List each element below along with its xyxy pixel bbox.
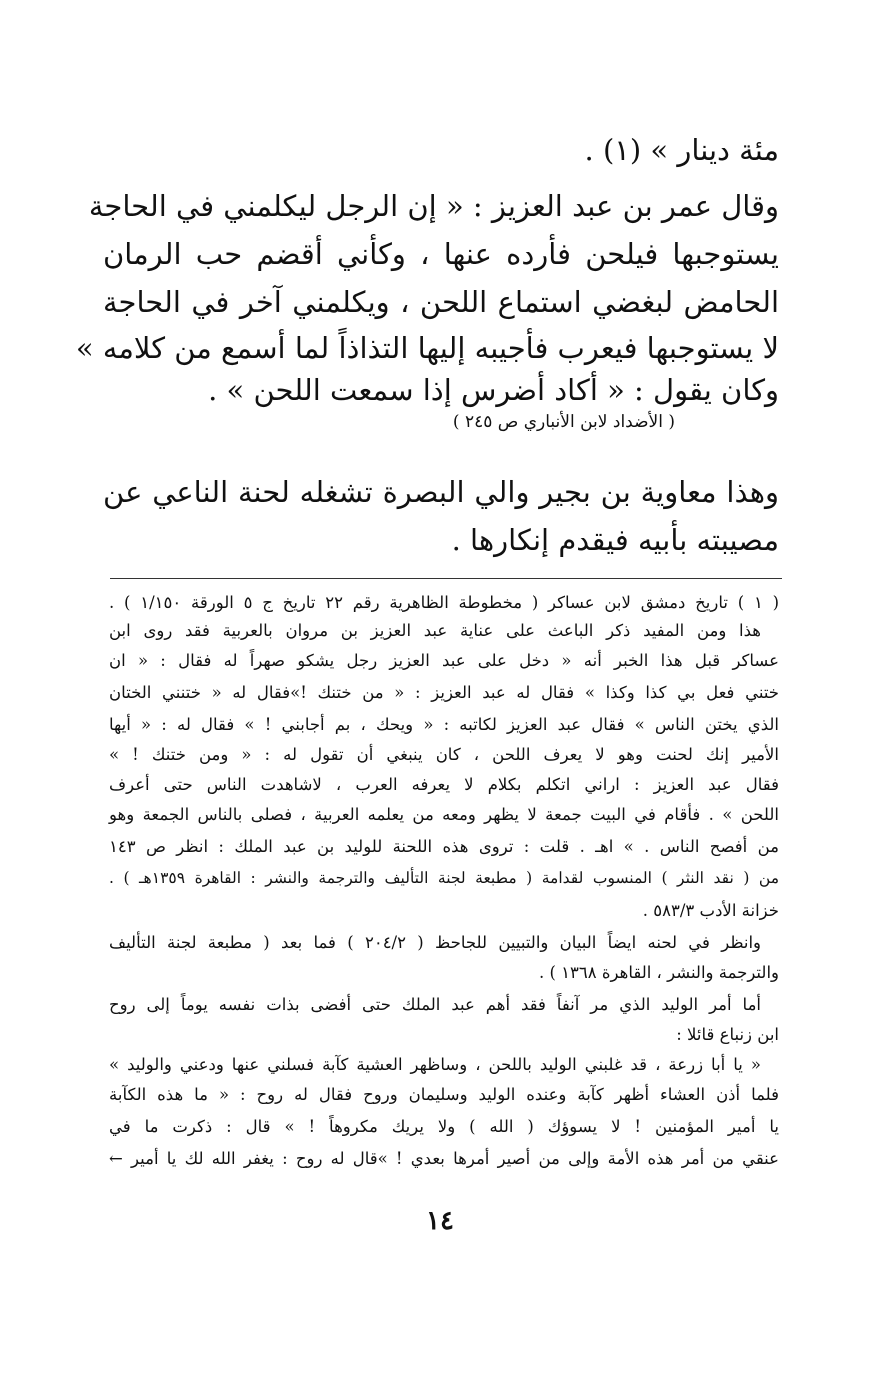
page-number: ١٤ xyxy=(426,1206,454,1236)
footnote-line-10: من ( نقد النثر ) المنسوب لقدامة ( مطبعة لجنة التأليف والترجمة والنشر : القاهرة ١٣٥٩هـ ) . xyxy=(109,869,779,887)
footnote-line-5: الذي يختن الناس » فقال عبد العزيز لكاتبه : « ويحك ، بم أجابني ! » فقال له : « أيها xyxy=(109,715,779,734)
footnote-line-3: عساكر قبل هذا الخبر أنه « دخل على عبد العزيز رجل يشكو صهراً له فقال : « ان xyxy=(109,651,779,670)
footnote-line-17: فلما أذن العشاء أظهر كآبة وعنده الوليد وسليمان وروح فقال له روح : « ما هذه الكآبة xyxy=(109,1085,779,1104)
footnote-line-14: أما أمر الوليد الذي مر آنفاً فقد أهم عبد الملك حتى أفضى بذات نفسه يوماً إلى روح xyxy=(109,995,761,1014)
source-citation: ( الأضداد لابن الأنباري ص ٢٤٥ ) xyxy=(452,412,675,432)
footnote-line-8: اللحن » . فأقام في البيت جمعة لا يظهر ومعه من يعلمه العربية ، فصلى بالناس الجمعة وهو xyxy=(109,805,779,824)
para2-line-1: وهذا معاوية بن بجير والي البصرة تشغله لحنة الناعي عن xyxy=(103,475,779,509)
main-line-5: لا يستوجبها فيعرب فأجيبه إليها التذاذاً لما أسمع من كلامه » xyxy=(75,331,779,365)
para2-line-2: مصيبته بأبيه فيقدم إنكارها . xyxy=(451,523,779,557)
footnote-line-1: ( ١ ) تاريخ دمشق لابن عساكر ( مخطوطة الظاهرية رقم ٢٢ تاريخ ج ٥ الورقة ١/١٥٠ ) . xyxy=(109,593,780,612)
main-line-2: وقال عمر بن عبد العزيز : « إن الرجل ليكلمني في الحاجة xyxy=(88,189,779,223)
footnote-line-13: والترجمة والنشر ، القاهرة ١٣٦٨ ) . xyxy=(539,963,779,982)
footnote-line-12: وانظر في لحنه ايضاً البيان والتبيين للجاحظ ( ٢٠٤/٢ ) فما بعد ( مطبعة لجنة التأليف xyxy=(109,933,762,952)
footnote-line-15: ابن زنباع قائلا : xyxy=(676,1025,779,1044)
footnote-divider xyxy=(110,578,782,579)
main-line-4: الحامض لبغضي استماع اللحن ، ويكلمني آخر في الحاجة xyxy=(103,285,779,319)
main-line-6: وكان يقول : « أكاد أضرس إذا سمعت اللحن » . xyxy=(208,373,779,407)
footnote-line-4: ختني فعل بي كذا وكذا » فقال له عبد العزيز : « من ختنك !»فقال له « ختنني الختان xyxy=(109,683,779,702)
footnote-line-18: يا أمير المؤمنين ! لا يسوؤك ( الله ) ولا يريك مكروهاً ! » قال : ذكرت ما في xyxy=(109,1117,779,1136)
footnote-line-11: خزانة الأدب ٥٨٣/٣ . xyxy=(642,901,779,920)
footnote-line-7: فقال عبد العزيز : اراني اتكلم بكلام لا يعرفه العرب ، لاشاهدت الناس حتى أعرف xyxy=(109,775,779,794)
main-line-1: مئة دينار » (١) . xyxy=(584,133,779,167)
footnote-line-2: هذا ومن المفيد ذكر الباعث على عناية عبد العزيز بن مروان بالعربية فقد روى ابن xyxy=(109,621,761,640)
footnote-line-9: من أفصح الناس . » اهـ . قلت : تروى هذه اللحنة للوليد بن عبد الملك : انظر ص ١٤٣ xyxy=(109,837,779,856)
footnote-line-16: « يا أبا زرعة ، قد غلبني الوليد باللحن ، وساظهر العشية كآبة فسلني عنها ودعني والوليد » xyxy=(109,1055,761,1074)
footnote-line-6: الأمير إنك لحنت وهو لا يعرف اللحن ، كان ينبغي أن تقول له : « ومن ختنك ! » xyxy=(109,745,779,764)
main-line-3: يستوجبها فيلحن فأرده عنها ، وكأني أقضم حب الرمان xyxy=(103,237,779,271)
footnote-line-19: عنقي من أمر هذه الأمة وإلى من أصير أمرها بعدي ! »قال له روح : يغفر الله لك يا أمير ← xyxy=(109,1149,779,1168)
